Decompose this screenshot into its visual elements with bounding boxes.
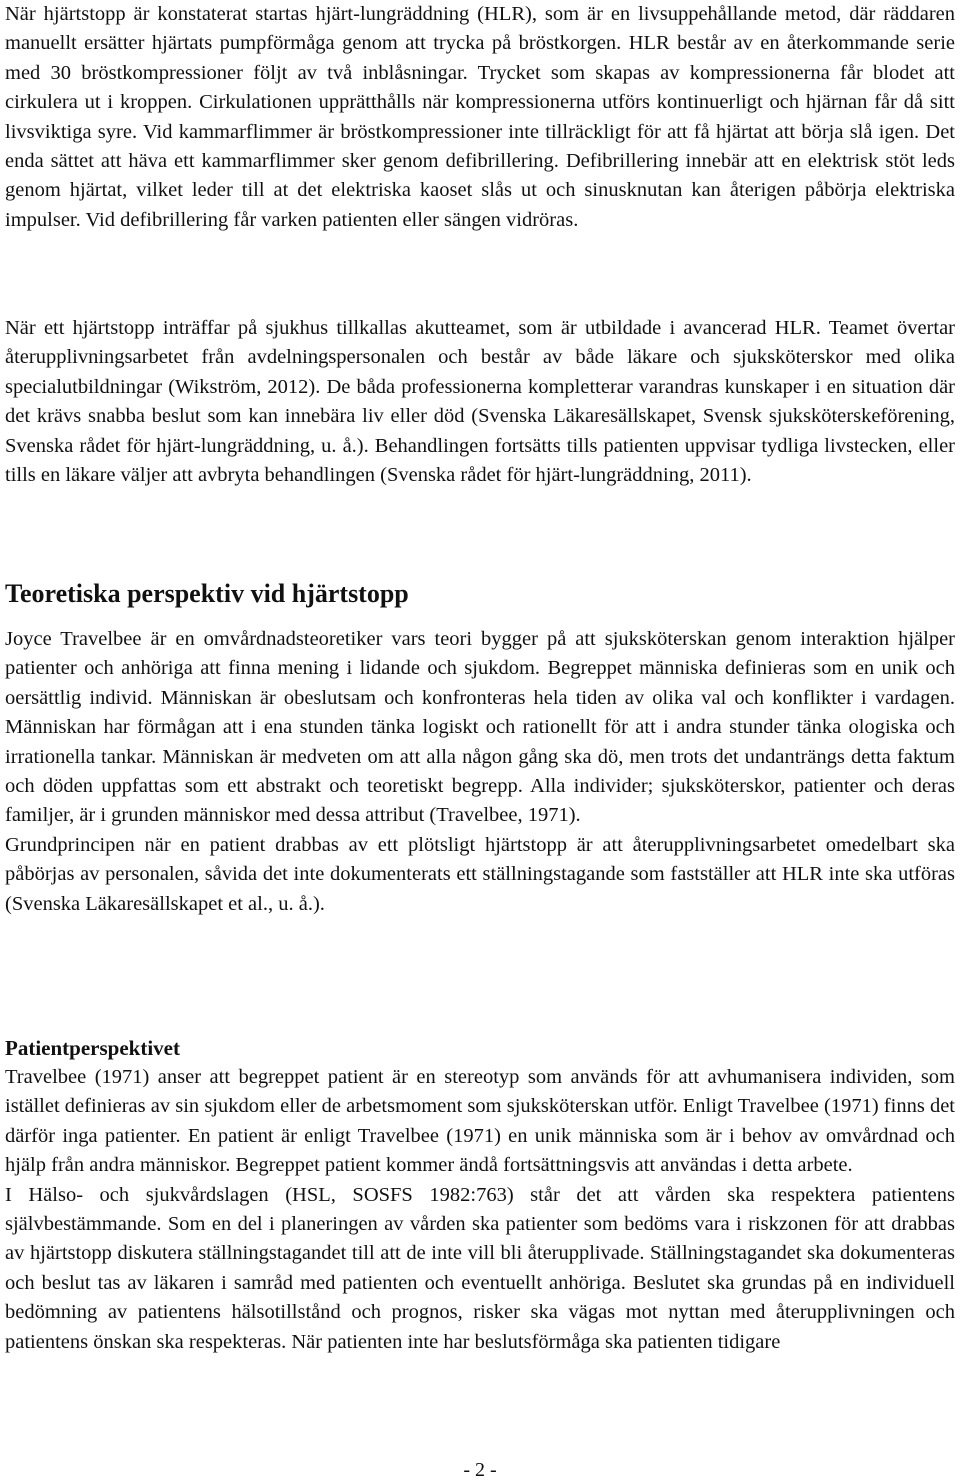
body-paragraph: I Hälso- och sjukvårdslagen (HSL, SOSFS 1982:763) står det att vården ska respektera patientens självbestämmande. Som en del i planeringen av vården ska patienter som bedöms vara i riskzonen för att drabbas av hjärtstopp diskutera ställningstagandet till att de inte vill bli återupplivade. Ställningstagandet ska dokumenteras och beslut tas av läkaren i samråd med patienten och eventuellt anhöriga. Beslutet ska grundas på en individuell bedömning av patientens hälsotillstånd och prognos, risker ska vägas mot nyttan med återupplivningen och patientens önskan ska respekteras. När patienten inte har beslutsförmåga ska patienten tidigare [5,1183,955,1353]
body-paragraph: När ett hjärtstopp inträffar på sjukhus tillkallas akutteamet, som är utbildade i avancerad HLR. Teamet övertar återupplivningsarbetet från avdelningspersonalen och består av både läkare och sjuksköterskor med olika specialutbildningar (Wikström, 2012). De båda professionerna kompletterar varandras kunskaper i en situation där det krävs snabba beslut som kan innebära liv eller död (Svenska Läkaresällskapet, Svensk sjuksköterskeförening, Svenska rådet för hjärt-lungräddning, u. å.). Behandlingen fortsätts tills patienten uppvisar tydliga livstecken, eller tills en läkare väljer att avbryta behandlingen (Svenska rådet för hjärt-lungräddning, 2011). [5,317,955,487]
intro-paragraph-block [5,0,955,235]
body-paragraph: När hjärtstopp är konstaterat startas hjärt-lungräddning (HLR), som är en livsuppehållande metod, där räddaren manuellt ersätter hjärtats pumpförmåga genom att trycka på bröstkorgen. HLR består av en återkommande serie med 30 bröstkompressioner följt av två inblåsningar. Trycket som skapas av kompressionerna får blodet att cirkulera ut i kroppen. Cirkulationen upprätthålls när kompressionerna utförs kontinuerligt och hjärnan får då sitt livsviktiga syre. Vid kammarflimmer är bröstkompressioner inte tillräckligt för att få hjärtat att börja slå igen. Det enda sättet att häva ett kammarflimmer sker genom defibrillering. Defibrillering innebär att en elektrisk stöt leds genom hjärtat, vilket leder till at det elektriska kaoset slås ut och sinusknutan kan återigen påbörja elektriska impulser. Vid defibrillering får varken patienten eller sängen vidröras. [5,3,955,231]
section-paragraph-block [5,625,955,919]
body-paragraph: Joyce Travelbee är en omvårdnadsteoretiker vars teori bygger på att sjuksköterskan genom interaktion hjälper patienter och anhöriga att finna mening i lidande och sjukdom. Begreppet människa definieras som en unik och oersättlig individ. Människan är obeslutsam och konfronteras hela tiden av olika val och konflikter i vardagen. Människan har förmågan att i ena stunden tänka logiskt och rationellt för att i andra stunder tänka ologiska och irrationella tankar. Människan är medveten om att alla någon gång ska dö, men trots det undanträngs detta faktum och döden uppfattas som ett abstrakt och teoretiskt begrepp. Alla individer; sjuksköterskor, patienter och deras familjer, är i grunden människor med dessa attribut (Travelbee, 1971). [5,628,955,827]
section-heading: Teoretiska perspektiv vid hjärtstopp [5,579,409,608]
body-paragraph: Grundprincipen när en patient drabbas av ett plötsligt hjärtstopp är att återupplivningsarbetet omedelbart ska påbörjas av personalen, såvida det inte dokumenterats ett ställningstagande som fastställer att HLR inte ska utföras (Svenska Läkaresällskapet et al., u. å.). [5,833,955,915]
page-number: - 2 - [463,1459,497,1481]
subsection-paragraph-block [5,1063,955,1357]
akutteam-paragraph-block [5,314,955,490]
subsection-heading: Patientperspektivet [5,1036,180,1060]
body-paragraph: Travelbee (1971) anser att begreppet patient är en stereotyp som används för att avhumanisera individen, som istället definieras av sin sjukdom eller de arbetsmoment som sjuksköterskan utför. Enligt Travelbee (1971) finns det därför inga patienter. En patient är enligt Travelbee (1971) en unik människa som är i behov av omvårdnad och hjälp från andra människor. Begreppet patient kommer ändå fortsättningsvis att användas i detta arbete. [5,1066,955,1177]
